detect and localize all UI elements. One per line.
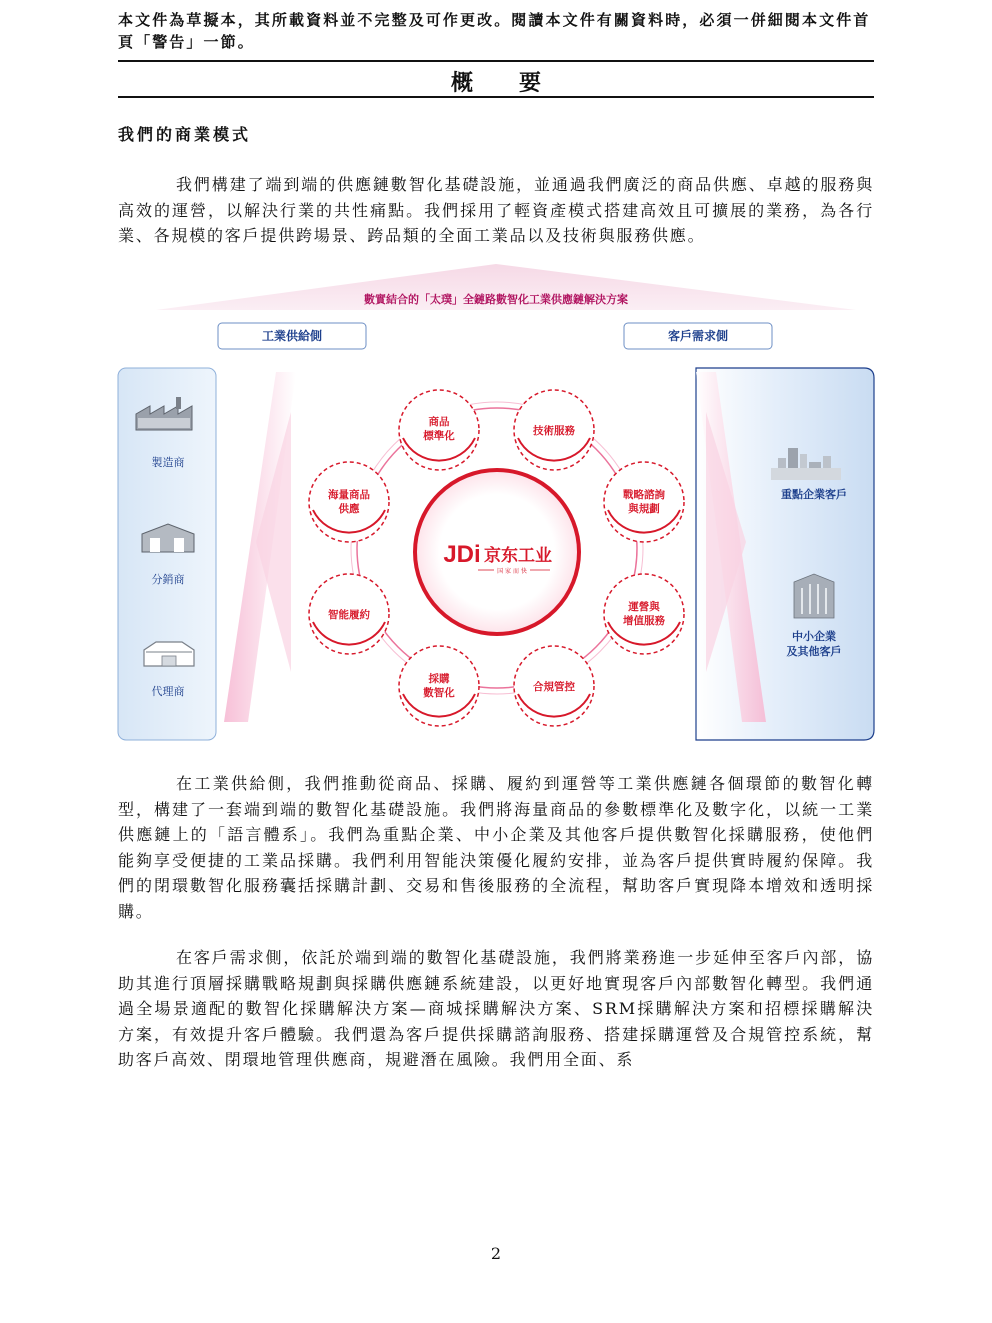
node-procurement-digitization: [399, 646, 479, 726]
node-smart-fulfillment: [309, 574, 389, 654]
node-strategy-label-2: 與規劃: [628, 503, 660, 515]
node-operations-label-2: 增值服務: [623, 615, 665, 627]
jd-logo-mark: JDi: [443, 541, 481, 568]
office-building-icon: [794, 574, 834, 618]
header-rule-top: [118, 60, 874, 62]
node-strategy-label-1: 戰略諮詢: [623, 489, 665, 501]
node-fulfillment-label: 智能履約: [328, 609, 370, 621]
node-procurement-label-2: 數智化: [423, 687, 455, 699]
header-rule-bottom: [118, 96, 874, 98]
supplier-manufacturer: 製造商: [151, 456, 185, 469]
demand-side-paragraph: 在客戶需求側，依託於端到端的數智化基礎設施，我們將業務進一步延伸至客戶內部，協助其進行頂層採購戰略規劃與採購供應鏈系統建設，以更好地實現客戶內部數智化轉型。我們通過全場景適配的數智化採購解決方案—商城採購解決方案、SRM採購解決方案和招標採購解決方案，有效提升客戶體驗。我們還為客戶提供採購諮詢服務、搭建採購運營及合規管控系統，幫助客戶高效、閉環地管理供應商，規避潛在風險。我們用全面、系: [118, 948, 874, 1069]
business-model-heading: 我們的商業模式: [118, 125, 252, 144]
customer-sme-line1: 中小企業: [792, 630, 836, 643]
node-operations-label-1: 運營與: [628, 601, 660, 613]
customer-key-enterprise: 重點企業客戶: [781, 488, 847, 501]
section-title: 概要: [450, 70, 587, 96]
draft-warning: 本文件為草擬本，其所載資料並不完整及可作更改。閱讀本文件有關資料時，必須一併細閱本文件首頁「警告」一節。: [118, 11, 871, 51]
page-number: 2: [490, 1244, 502, 1263]
supply-side-label: 工業供給側: [261, 329, 323, 343]
node-tech-label: 技術服務: [533, 425, 575, 437]
customer-sme-line2: 及其他客戶: [786, 645, 842, 658]
node-product-label-1: 商品: [428, 416, 450, 428]
node-supply-label-2: 供應: [338, 503, 360, 515]
banner-title: 數實結合的「太璞」全鏈路數智化工業供應鏈解決方案: [364, 293, 628, 306]
jd-logo-sub: 国 家 而 快: [497, 568, 527, 575]
intro-paragraph: 我們構建了端到端的供應鏈數智化基礎設施，並通過我們廣泛的商品供應、卓越的服務與高效的運營，以解決行業的共性痛點。我們採用了輕資產模式搭建高效且可擴展的業務，為各行業、各規模的客戶提供跨場景、跨品類的全面工業品以及技術與服務供應。: [118, 175, 874, 245]
store-icon: [144, 642, 194, 666]
demand-side-label: 客戶需求側: [667, 329, 729, 343]
supplier-distributor: 分銷商: [151, 573, 185, 586]
node-strategy-consulting: [604, 462, 684, 542]
node-product-label-2: 標準化: [423, 430, 455, 442]
node-compliance-label: 合規管控: [533, 681, 575, 693]
node-product-standardization: [399, 390, 479, 470]
supply-side-paragraph: 在工業供給側，我們推動從商品、採購、履約到運營等工業供應鏈各個環節的數智化轉型，構建了一套端到端的數智化基礎設施。我們將海量商品的參數標準化及數字化，以統一工業供應鏈上的「語言體系」。我們為重點企業、中小企業及其他客戶提供數智化採購服務，使他們能夠享受便捷的工業品採購。我們利用智能決策優化履約安排，並為客戶提供實時履約保障。我們的閉環數智化服務囊括採購計劃、交易和售後服務的全流程，幫助客戶實現降本增效和透明採購。: [118, 774, 874, 921]
node-supply-label-1: 海量商品: [328, 489, 370, 501]
node-procurement-label-1: 採購: [428, 673, 450, 685]
node-compliance: [514, 646, 594, 726]
business-model-diagram: [116, 262, 876, 744]
node-tech-services: [514, 390, 594, 470]
jd-logo-cn: 京东工业: [484, 546, 552, 566]
supplier-agent: 代理商: [151, 685, 185, 698]
node-mass-supply: [309, 462, 389, 542]
node-operations-services: [604, 574, 684, 654]
